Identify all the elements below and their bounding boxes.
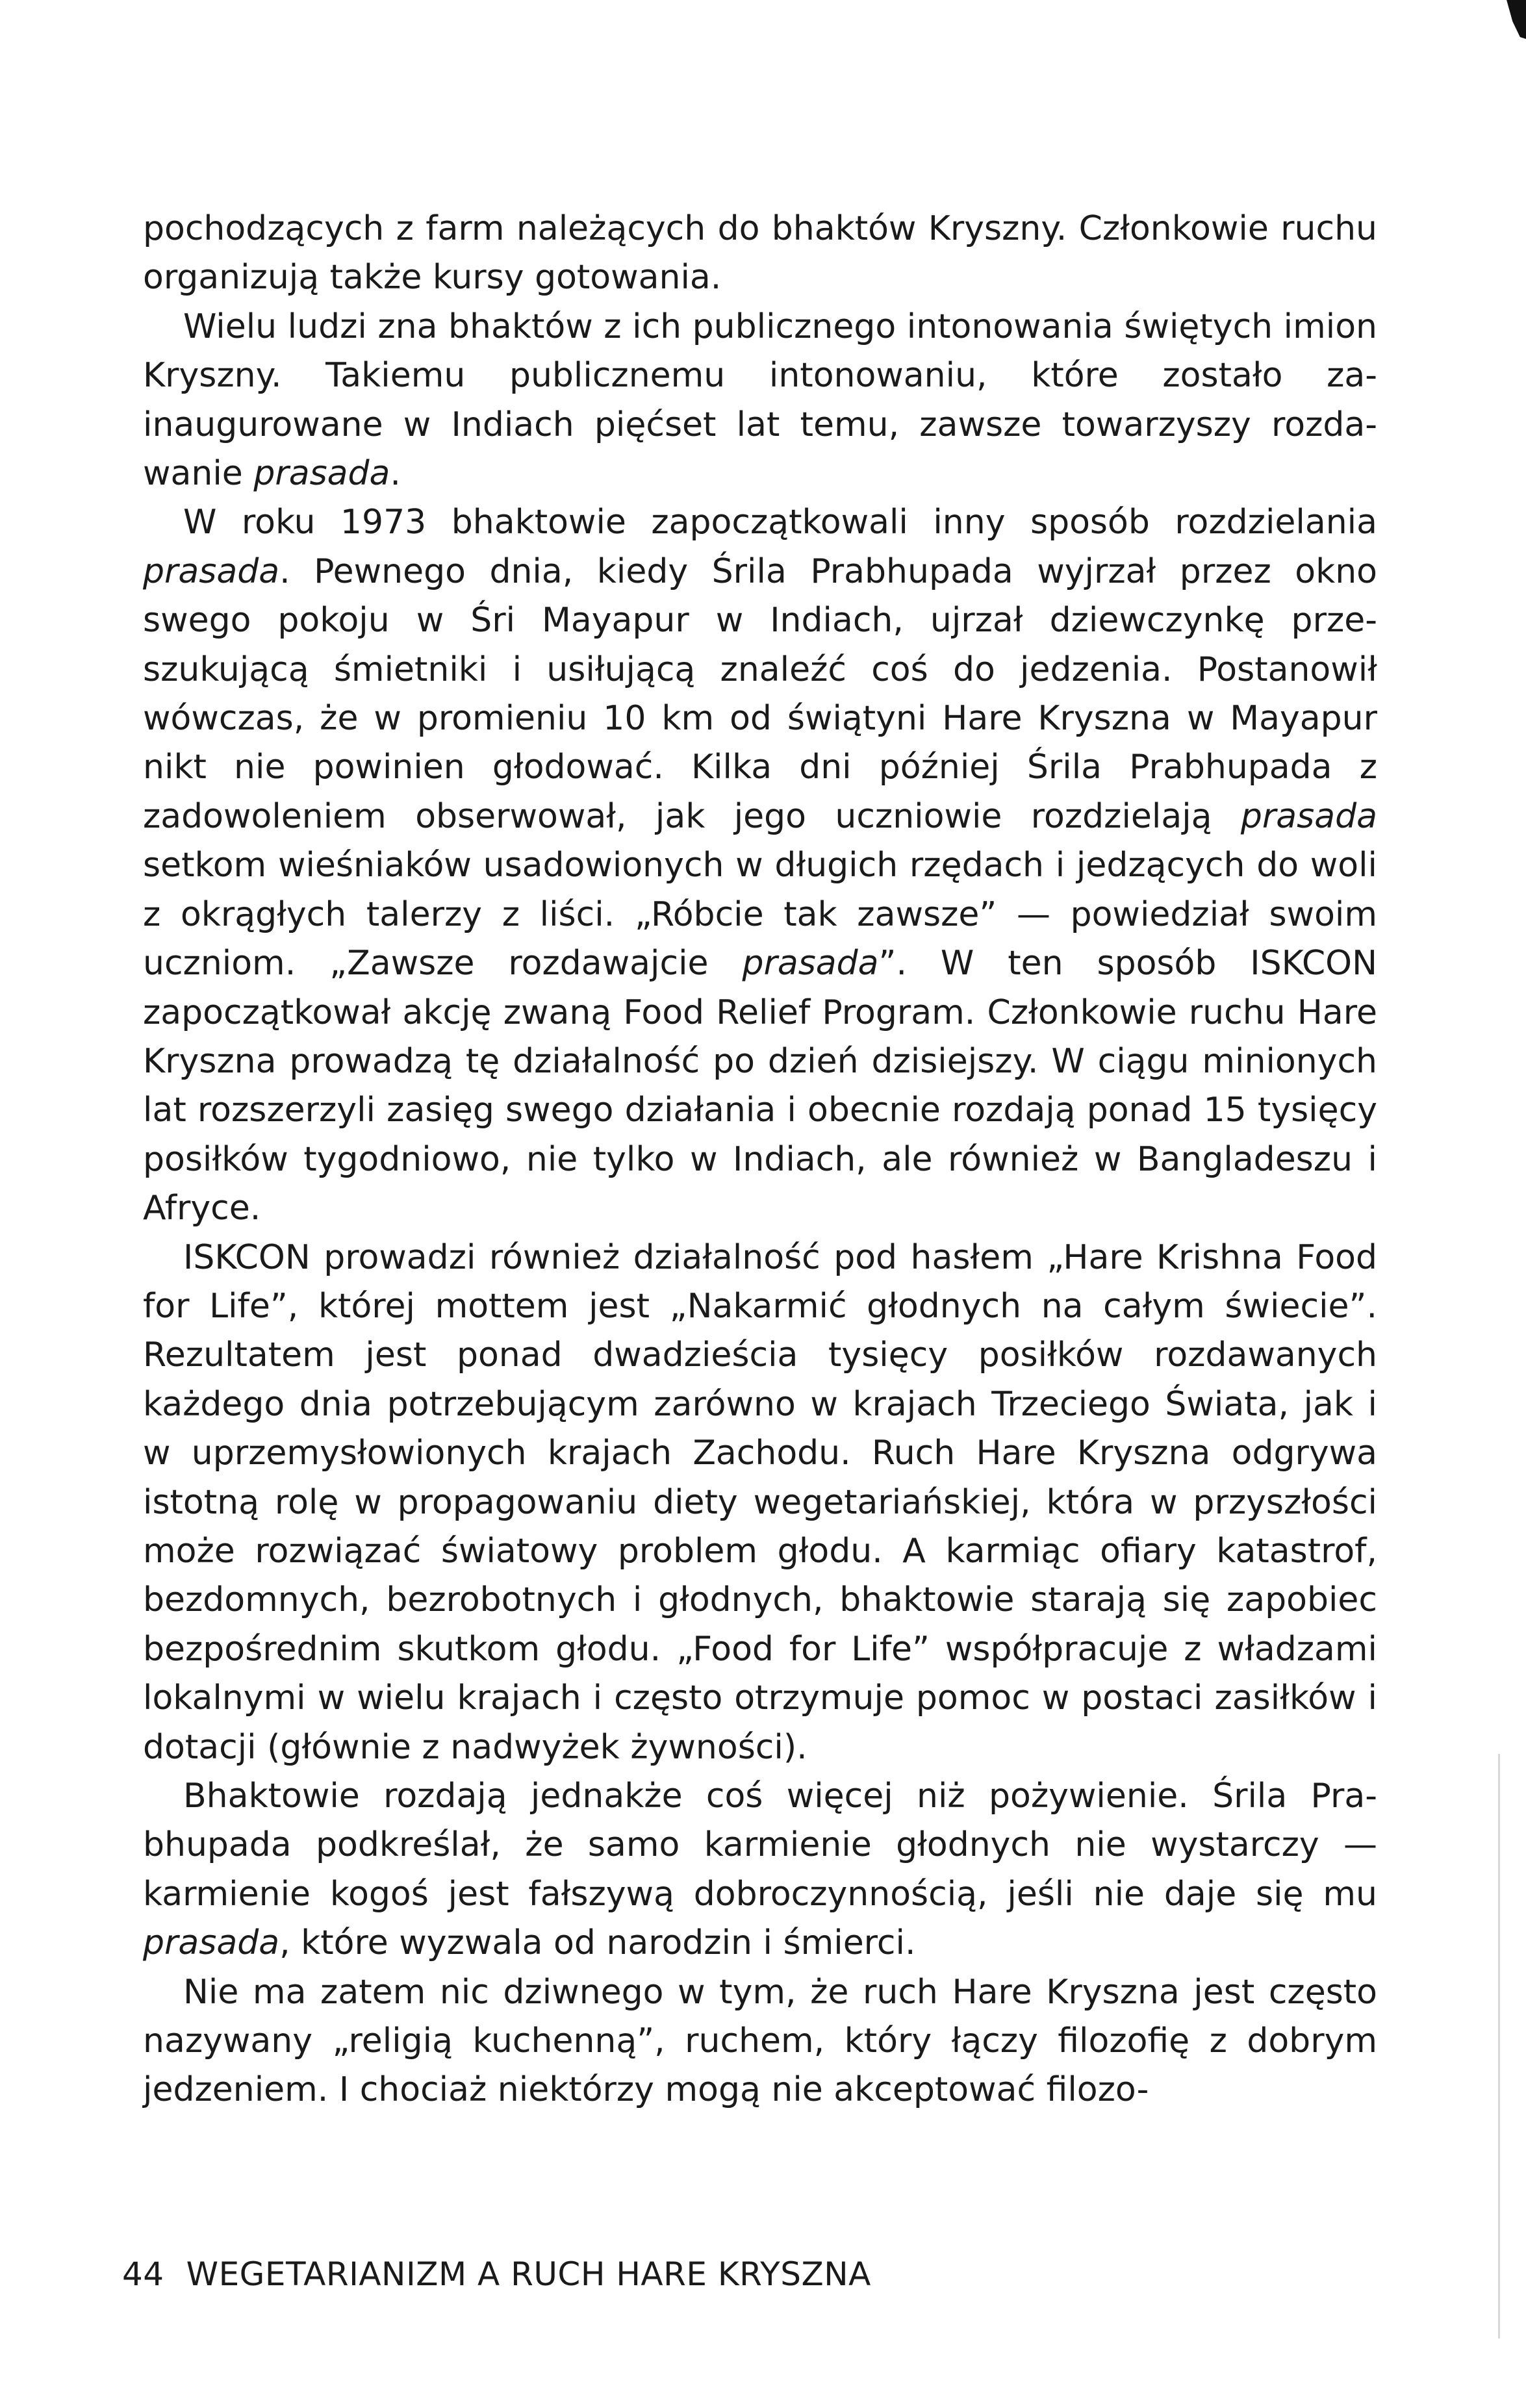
text-run: .	[390, 454, 401, 494]
paragraph-1	[143, 205, 1377, 303]
text-run: ISKCON prowadzi również działalność pod hasłem „Hare Krishna Food for Life”, której mottem jest „Nakarmić głodnych na całym świecie”. Rezultatem jest ponad dwadzieścia tysięcy posiłków rozdawanych każdego dnia potrzebującym zarówno w krajach Trzeciego Świata, jak i w uprzemysłowionych krajach Zachodu. Ruch Hare Kryszna odgrywa istotną rolę w propagowaniu diety wegetariańskiej, która w przyszłości może rozwiązać światowy problem głodu. A karmiąc ofiary katastrof, bezdomnych, bezrobotnych i głodnych, bhaktowie starają się zapobiec bezpośrednim skutkom głodu. „Food for Life” współpracuje z władzami lokalnymi w wielu krajach i często otrzymuje pomoc w postaci zasiłków i dotacji (głównie z nadwyżek żywności).	[143, 1237, 1377, 1767]
italic-term: prasada	[143, 1923, 280, 1963]
page-number: 44	[122, 2255, 164, 2293]
body-text	[143, 205, 1377, 2115]
text-run: W roku 1973 bhaktowie zapoczątkowali inny sposób rozdzielania	[183, 503, 1377, 542]
scan-corner-mark	[1496, 0, 1526, 39]
text-run: . Pewnego dnia, kiedy Śrila Prabhupada wyjrzał przez okno swego pokoju w Śri Mayapur w Indiach, ujrzał dziewczynkę przeszukującą śmietniki i usiłującą znaleźć coś do jedzenia. Postanowił wówczas, że w promieniu 10 km od świątyni Hare Kryszna w Mayapur nikt nie powinien głodować. Kilka dni później Śrila Prabhupada z zadowoleniem obserwował, jak jego uczniowie rozdzielają	[143, 551, 1377, 836]
paragraph-5	[143, 1772, 1377, 1968]
paragraph-4	[143, 1234, 1377, 1772]
italic-term: prasada	[742, 944, 879, 983]
running-title: WEGETARIANIZM A RUCH HARE KRYSZNA	[186, 2255, 871, 2293]
italic-term: prasada	[253, 454, 390, 494]
page-footer	[122, 2255, 871, 2293]
italic-term: prasada	[143, 551, 280, 591]
italic-term: prasada	[1240, 796, 1377, 836]
text-run: ”. W ten sposób ISKCON zapoczątkował akcję zwaną Food Relief Program. Członkowie ruchu Hare Kryszna prowadzą tę działalność po dzień dzisiejszy. W ciągu minionych lat rozszerzyli zasięg swego działania i obecnie rozdają ponad 15 tysięcy posiłków tygodniowo, nie tylko w Indiach, ale również w Bangladeszu i Afryce.	[143, 944, 1377, 1228]
paragraph-3	[143, 498, 1377, 1233]
text-run: Bhaktowie rozdają jednakże coś więcej niż pożywienie. Śrila Prabhupada podkreślał, że samo karmienie głodnych nie wystarczy — karmienie kogoś jest fałszywą dobroczynnością, jeśli nie daje się mu	[143, 1777, 1377, 1914]
paragraph-6	[143, 1968, 1377, 2115]
text-run: setkom wieśniaków usadowionych w długich rzędach i jedzących do woli z okrągłych talerzy z liści. „Róbcie tak zawsze” — powiedział swoim uczniom. „Zawsze rozdawajcie	[143, 846, 1377, 983]
paragraph-2	[143, 303, 1377, 499]
text-run: pochodzących z farm należących do bhaktów Kryszny. Członkowie ruchu organizują także kursy gotowania.	[143, 209, 1377, 298]
text-run: Nie ma zatem nic dziwnego w tym, że ruch Hare Kryszna jest często nazywany „religią kuchenną”, ruchem, który łączy filozofię z dobrym jedzeniem. I chociaż niektórzy mogą nie akceptować filozo-	[143, 1972, 1377, 2110]
text-run: Wielu ludzi zna bhaktów z ich publicznego intonowania świętych imion Kryszny. Takiemu publicznemu intonowaniu, które zostało zainaugurowane w Indiach pięćset lat temu, zawsze towarzyszy rozdawanie	[143, 307, 1377, 494]
scan-edge-line	[1498, 1754, 1500, 2338]
text-run: , które wyzwala od narodzin i śmierci.	[279, 1923, 916, 1963]
